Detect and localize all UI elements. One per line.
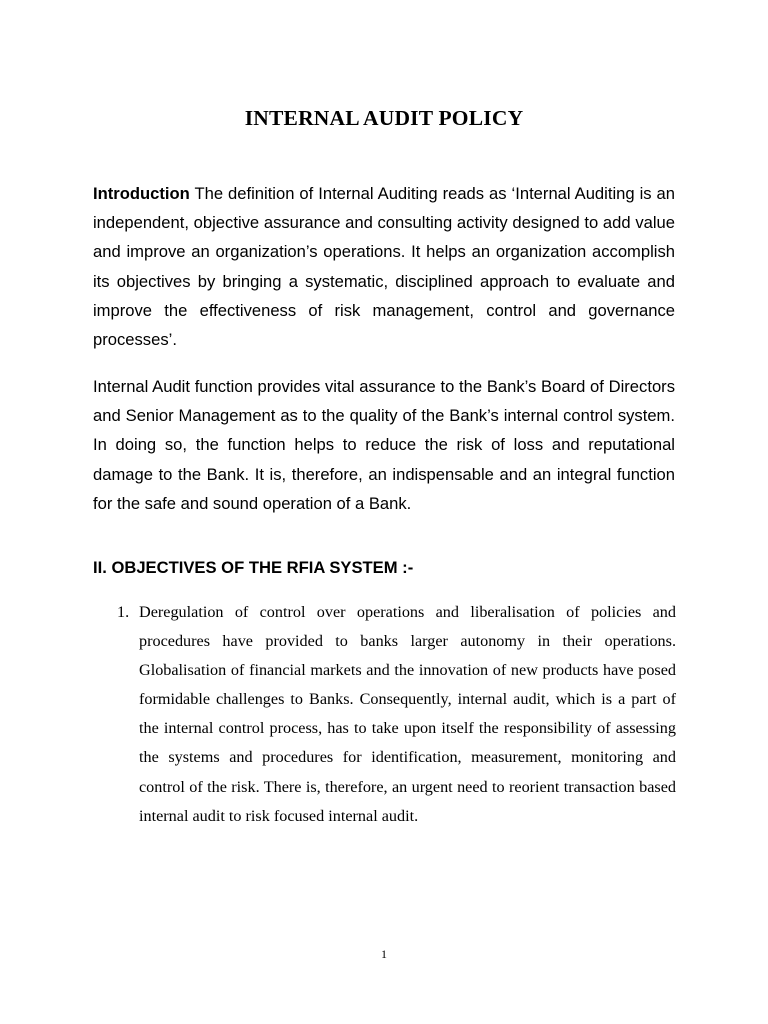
introduction-paragraph — [93, 179, 675, 354]
document-title: INTERNAL AUDIT POLICY — [244, 106, 524, 130]
introduction-label: Introduction — [93, 184, 190, 203]
internal-audit-function-paragraph: Internal Audit function provides vital assurance to the Bank’s Board of Directors and Senior Management as to the quality of the Bank’s internal control system. In doing so, the function helps to reduce the risk of loss and reputational damage to the Bank. It is, therefore, an indispensable and an integral function for the safe and sound operation of a Bank. — [93, 377, 675, 513]
section-heading-objectives: II. OBJECTIVES OF THE RFIA SYSTEM :- — [93, 558, 414, 577]
objective-text: Deregulation of control over operations and liberalisation of policies and procedures have provided to banks larger autonomy in their operations. Globalisation of financial markets and the innovation of new products have posed formidable challenges to Banks. Consequently, internal audit, which is a part of the internal control process, has to take upon itself the responsibility of assessing the systems and procedures for identification, measurement, monitoring and control of the risk. There is, therefore, an urgent need to reorient transaction based internal audit to risk focused internal audit. — [139, 603, 676, 825]
objective-number: 1. — [117, 603, 130, 621]
objective-item — [93, 598, 676, 831]
introduction-text: The definition of Internal Auditing reads as ‘Internal Auditing is an independent, objective assurance and consulting activity designed to add value and improve an organization’s operations. It helps an organization accomplish its objectives by bringing a systematic, disciplined approach to evaluate and improve the effectiveness of risk management, control and governance processes’. — [93, 184, 675, 350]
objectives-list — [93, 598, 676, 831]
page-number: 1 — [381, 947, 387, 961]
